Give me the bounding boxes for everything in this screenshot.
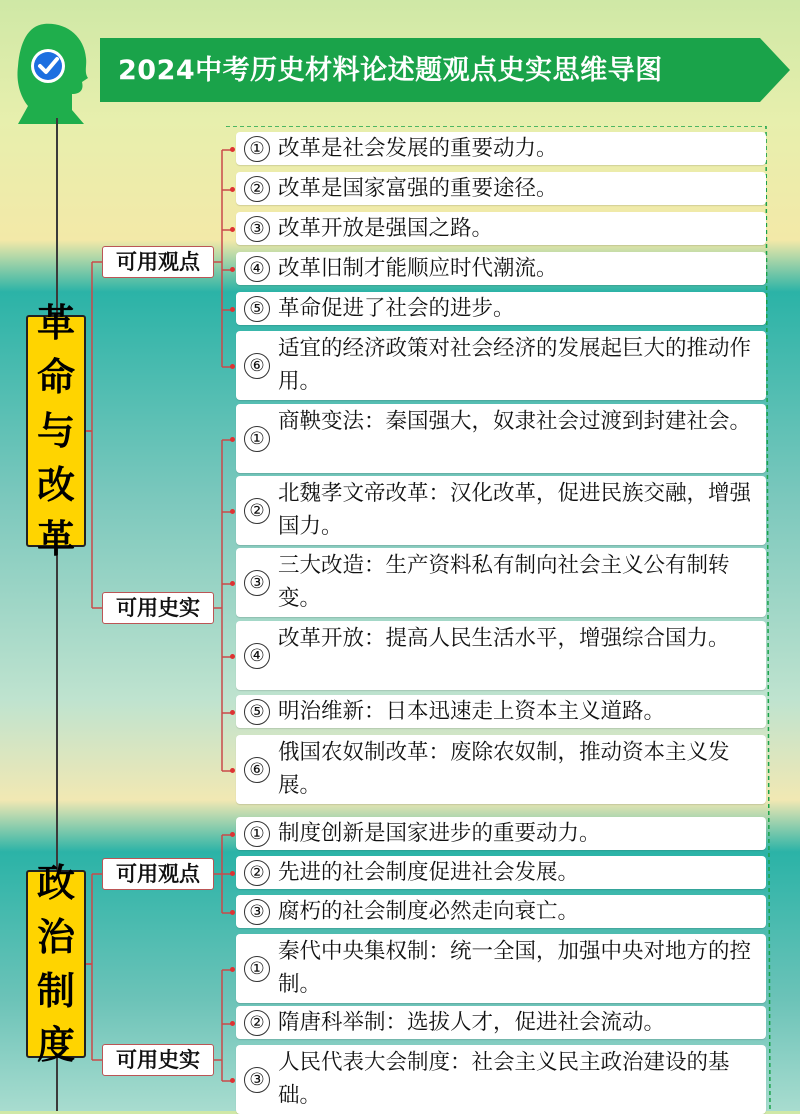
- section-label-char: 与: [36, 409, 75, 453]
- item-text: 三大改造：生产资料私有制向社会主义公有制转变。: [278, 553, 730, 611]
- group-label: 可用观点: [102, 246, 214, 278]
- list-item: [236, 292, 766, 325]
- section-label-char: 革: [36, 301, 75, 345]
- item-text: 人民代表大会制度：社会主义民主政治建设的基础。: [278, 1050, 730, 1108]
- item-text: 俄国农奴制改革：废除农奴制，推动资本主义发展。: [278, 740, 730, 798]
- list-item: [236, 132, 766, 165]
- list-item: [236, 1006, 766, 1039]
- spine-connector: [86, 0, 104, 1111]
- item-number: ③: [244, 216, 270, 242]
- connector-dot: [230, 1078, 235, 1083]
- section-label: [26, 861, 86, 1067]
- item-number: ③: [244, 570, 270, 596]
- group-label: 可用史实: [102, 592, 214, 624]
- connector-dot: [230, 967, 235, 972]
- item-text: 商鞅变法：秦国强大，奴隶社会过渡到封建社会。: [278, 409, 752, 434]
- item-number: ⑤: [244, 296, 270, 322]
- item-number: ③: [244, 899, 270, 925]
- section-label-char: 政: [36, 861, 75, 905]
- item-number: ①: [244, 426, 270, 452]
- item-number: ⑥: [244, 757, 270, 783]
- item-number: ②: [244, 176, 270, 202]
- item-text: 隋唐科举制：选拔人才，促进社会流动。: [278, 1010, 666, 1035]
- item-text: 制度创新是国家进步的重要动力。: [278, 821, 601, 846]
- item-text: 腐朽的社会制度必然走向衰亡。: [278, 899, 580, 924]
- group-label: 可用史实: [102, 1044, 214, 1076]
- item-text: 改革开放是强国之路。: [278, 216, 494, 241]
- list-item: [236, 934, 766, 1003]
- list-item: [236, 856, 766, 889]
- item-number: ②: [244, 1010, 270, 1036]
- list-item: [236, 548, 766, 617]
- item-text: 改革旧制才能顺应时代潮流。: [278, 256, 558, 281]
- item-text: 改革是社会发展的重要动力。: [278, 136, 558, 161]
- list-item: [236, 476, 766, 545]
- section-label-char: 制: [36, 969, 75, 1013]
- section-label-char: 治: [36, 915, 75, 959]
- list-item: [236, 172, 766, 205]
- item-text: 秦代中央集权制：统一全国，加强中央对地方的控制。: [278, 939, 752, 997]
- item-number: ①: [244, 821, 270, 847]
- list-item: [236, 817, 766, 850]
- list-item: [236, 212, 766, 245]
- item-number: ③: [244, 1067, 270, 1093]
- item-text: 改革开放：提高人民生活水平，增强综合国力。: [278, 626, 730, 651]
- section-label-char: 改: [36, 463, 75, 507]
- section-label-char: 命: [36, 355, 75, 399]
- list-item: [236, 404, 766, 473]
- item-text: 适宜的经济政策对社会经济的发展起巨大的推动作用。: [278, 336, 752, 394]
- page-title: 2024中考历史材料论述题观点史实思维导图: [118, 55, 663, 86]
- item-number: ⑥: [244, 353, 270, 379]
- list-item: [236, 252, 766, 285]
- list-item: [236, 1045, 766, 1114]
- item-text: 改革是国家富强的重要途径。: [278, 176, 558, 201]
- item-number: ②: [244, 498, 270, 524]
- list-item: [236, 895, 766, 928]
- header: [0, 0, 800, 130]
- item-number: ④: [244, 256, 270, 282]
- item-number: ⑤: [244, 699, 270, 725]
- item-number: ④: [244, 643, 270, 669]
- group-bracket: [214, 0, 238, 1111]
- item-text: 先进的社会制度促进社会发展。: [278, 860, 580, 885]
- item-text: 北魏孝文帝改革：汉化改革，促进民族交融，增强国力。: [278, 481, 752, 539]
- connector-dot: [230, 1021, 235, 1026]
- list-item: [236, 695, 766, 728]
- item-number: ②: [244, 860, 270, 886]
- item-text: 明治维新：日本迅速走上资本主义道路。: [278, 699, 666, 724]
- item-number: ①: [244, 136, 270, 162]
- check-head-icon: [14, 20, 92, 124]
- list-item: [236, 331, 766, 400]
- list-item: [236, 621, 766, 690]
- item-number: ①: [244, 956, 270, 982]
- group-label: 可用观点: [102, 858, 214, 890]
- section-label: [26, 301, 86, 561]
- item-text: 革命促进了社会的进步。: [278, 296, 515, 321]
- section-label-char: 度: [36, 1023, 75, 1067]
- list-item: [236, 735, 766, 804]
- section-label-char: 革: [36, 517, 75, 561]
